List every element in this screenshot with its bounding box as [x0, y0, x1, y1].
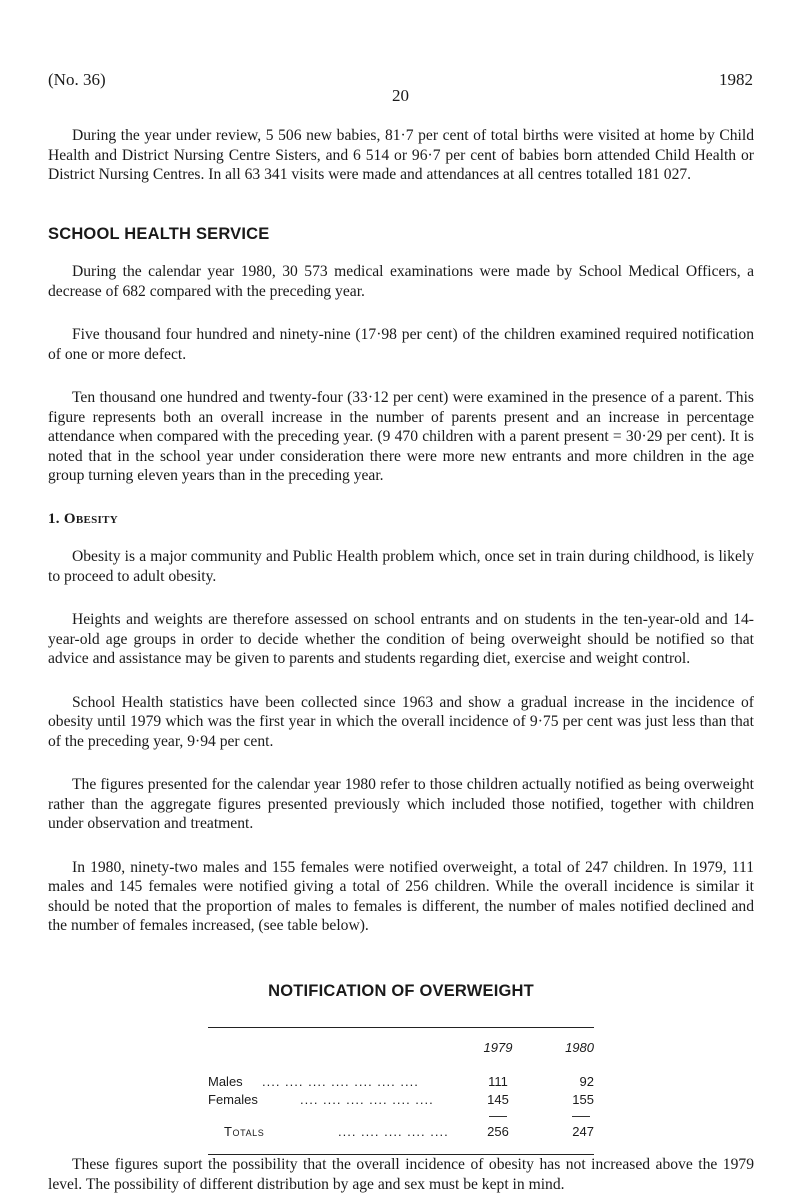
leader-dots: .... .... .... .... .... .... — [300, 1092, 434, 1107]
table-header-row — [208, 1038, 594, 1056]
total-1979: 256 — [487, 1124, 509, 1139]
obesity-paragraph: Heights and weights are therefore assessed on school entrants and on students in the ten-year-old and 14-year-old age groups in order to decide whether the condition of being overweight should be notified so that advice and assistance may be given to parents and students regarding diet, exercise and weight control. — [48, 611, 754, 667]
leader-dots: .... .... .... .... .... — [338, 1124, 449, 1139]
table-row — [208, 1072, 594, 1090]
page-content — [48, 126, 754, 1194]
table-row — [208, 1090, 594, 1108]
obesity-heading: 1. Obesity — [48, 510, 119, 527]
table-bottom-rule — [208, 1154, 594, 1155]
school-health-heading: SCHOOL HEALTH SERVICE — [48, 224, 270, 243]
school-health-paragraph: Five thousand four hundred and ninety-nine (17·98 per cent) of the children examined required notification of one or more defect. — [48, 326, 754, 363]
intro-paragraph: During the year under review, 5 506 new babies, 81·7 per cent of total births were visited at home by Child Health and District Nursing Centre Sisters, and 6 514 or 96·7 per cent of babies born attended Child Health or District Nursing Centres. In all 63 341 visits were made and attendances at all centres totalled 181 027. — [48, 127, 754, 183]
page-number: 20 — [392, 86, 409, 105]
row-label: Males — [208, 1074, 243, 1089]
total-1980: 247 — [572, 1124, 594, 1139]
obesity-paragraph: The figures presented for the calendar year 1980 refer to those children actually notified as being overweight rather than the aggregate figures presented previously which included those notified, together with children under observation and treatment. — [48, 776, 754, 832]
overweight-table — [208, 1027, 594, 1155]
cell-1980: 92 — [579, 1074, 594, 1089]
obesity-paragraph: In 1980, ninety-two males and 155 females were notified overweight, a total of 247 children. In 1979, 111 males and 145 females were notified giving a total of 256 children. While the overall incidence is similar it should be noted that the proportion of males to females is different, the number of males notified declined and the number of females increased, (see table below). — [48, 858, 754, 934]
school-health-paragraph: During the calendar year 1980, 30 573 medical examinations were made by School Medical Officers, a decrease of 682 compared with the preceding year. — [48, 263, 754, 300]
cell-1979: 111 — [488, 1074, 508, 1089]
table-title: NOTIFICATION OF OVERWEIGHT — [268, 981, 534, 1000]
document-year: 1982 — [719, 70, 753, 89]
document-number: (No. 36) — [48, 70, 106, 89]
totals-label: Totals — [224, 1124, 265, 1139]
column-header-1980: 1980 — [565, 1040, 594, 1055]
cell-1980: 155 — [572, 1092, 594, 1107]
subtotal-rule-row — [208, 1108, 594, 1122]
subtotal-rule — [489, 1116, 507, 1117]
leader-dots: .... .... .... .... .... .... .... — [262, 1074, 419, 1089]
obesity-paragraph: Obesity is a major community and Public Health problem which, once set in train during childhood, is likely to proceed to adult obesity. — [48, 548, 754, 585]
row-label: Females — [208, 1092, 258, 1107]
table-totals-row — [208, 1122, 594, 1140]
school-health-paragraph: Ten thousand one hundred and twenty-four (33·12 per cent) were examined in the presence of a parent. This figure represents both an overall increase in the number of parents present and an increase in percentage attendance when compared with the preceding year. (9 470 children with a parent present = 30·29 per cent). It is noted that in the school year under consideration there were more new entrants and more children in the age group turning eleven years than in the preceding year. — [48, 389, 754, 484]
column-header-1979: 1979 — [483, 1040, 513, 1055]
cell-1979: 145 — [487, 1092, 509, 1107]
subtotal-rule — [572, 1116, 590, 1117]
obesity-paragraph: School Health statistics have been collected since 1963 and show a gradual increase in the incidence of obesity until 1979 which was the first year in which the overall incidence of 9·75 per cent was just less than that of the preceding year, 9·94 per cent. — [48, 693, 754, 750]
closing-paragraph: These figures suport the possibility that the overall incidence of obesity has not increased above the 1979 level. The possibility of different distribution by age and sex must be kept in mind. — [48, 1156, 754, 1193]
